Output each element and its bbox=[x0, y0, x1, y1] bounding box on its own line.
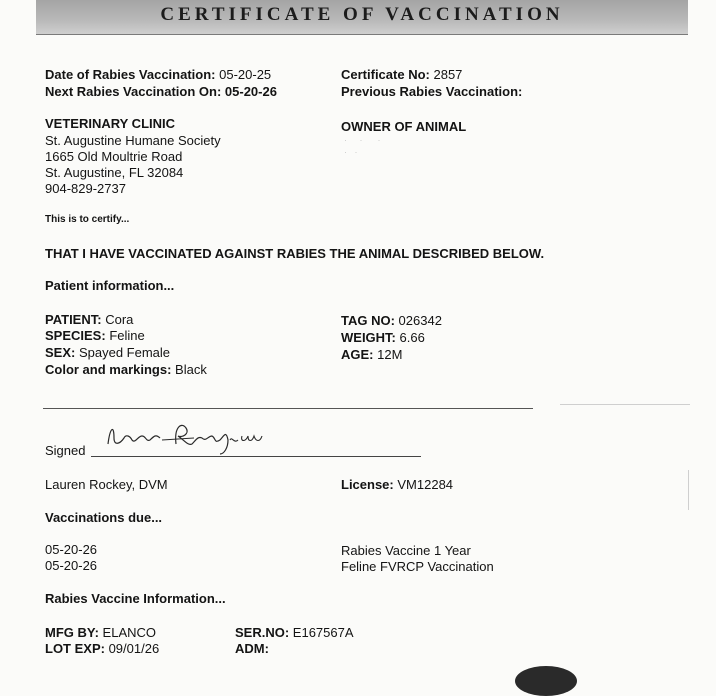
next-rabies-row bbox=[45, 84, 277, 99]
vet-name: Lauren Rockey, DVM bbox=[45, 477, 168, 492]
rabies-date-row bbox=[45, 67, 271, 82]
certificate-number-value: 2857 bbox=[433, 67, 463, 82]
vaccination-date: 05-20-26 bbox=[45, 558, 98, 573]
rabies-date-value: 05-20-25 bbox=[219, 67, 272, 82]
lot-exp-row bbox=[45, 641, 159, 656]
patient-name-row bbox=[45, 312, 133, 327]
scan-blot bbox=[515, 666, 577, 696]
certificate-number-row bbox=[341, 67, 462, 82]
serial-label: SER.NO: bbox=[235, 625, 290, 640]
lot-exp-value: 09/01/26 bbox=[108, 641, 160, 656]
vaccinations-section-label: Vaccinations due... bbox=[45, 510, 163, 525]
previous-rabies-label: Previous Rabies Vaccination: bbox=[341, 84, 523, 99]
clinic-name: St. Augustine Humane Society bbox=[45, 133, 221, 148]
clinic-heading: VETERINARY CLINIC bbox=[45, 116, 176, 131]
rabies-date-label: Date of Rabies Vaccination: bbox=[45, 67, 216, 82]
sex-value: Spayed Female bbox=[78, 345, 171, 360]
license-row bbox=[341, 477, 453, 492]
license-value: VM12284 bbox=[397, 477, 454, 492]
clinic-city: St. Augustine, FL 32084 bbox=[45, 165, 184, 180]
vaccine-info-section-label: Rabies Vaccine Information... bbox=[45, 591, 226, 606]
sex-label: SEX: bbox=[45, 345, 76, 360]
species-row bbox=[45, 328, 145, 343]
weight-row bbox=[341, 330, 425, 345]
color-row bbox=[45, 362, 207, 377]
weight-label: WEIGHT: bbox=[341, 330, 396, 345]
patient-name-value: Cora bbox=[105, 312, 134, 327]
owner-redacted-marks: · · · bbox=[344, 135, 381, 145]
patient-name-label: PATIENT: bbox=[45, 312, 102, 327]
scan-artifact bbox=[560, 404, 690, 405]
vaccination-date: 05-20-26 bbox=[45, 542, 98, 557]
clinic-phone: 904-829-2737 bbox=[45, 181, 126, 196]
color-value: Black bbox=[175, 362, 207, 377]
mfg-label: MFG BY: bbox=[45, 625, 99, 640]
next-rabies-label: Next Rabies Vaccination On: bbox=[45, 84, 222, 99]
tag-label: TAG NO: bbox=[341, 313, 395, 328]
species-value: Feline bbox=[109, 328, 145, 343]
mfg-row bbox=[45, 625, 156, 640]
next-rabies-value: 05-20-26 bbox=[224, 84, 277, 99]
owner-heading: OWNER OF ANIMAL bbox=[341, 119, 467, 134]
age-label: AGE: bbox=[341, 347, 374, 362]
certificate-header bbox=[36, 0, 688, 35]
svg-text:Lauren Rockey, DVM: Lauren Rockey, DVM bbox=[102, 457, 112, 458]
owner-redacted-marks-2: · · bbox=[344, 147, 358, 157]
age-value: 12M bbox=[377, 347, 403, 362]
certify-statement: THAT I HAVE VACCINATED AGAINST RABIES THE ANIMAL DESCRIBED BELOW. bbox=[45, 246, 545, 261]
certificate-title: CERTIFICATE OF VACCINATION bbox=[160, 4, 564, 25]
vaccination-name: Feline FVRCP Vaccination bbox=[341, 559, 494, 574]
certificate-number-label: Certificate No: bbox=[341, 67, 430, 82]
sex-row bbox=[45, 345, 170, 360]
age-row bbox=[341, 347, 402, 362]
signed-label: Signed bbox=[45, 443, 86, 458]
handwritten-signature bbox=[102, 414, 272, 458]
serial-row bbox=[235, 625, 354, 640]
scan-artifact bbox=[688, 470, 689, 510]
license-label: License: bbox=[341, 477, 394, 492]
mfg-value: ELANCO bbox=[102, 625, 157, 640]
species-label: SPECIES: bbox=[45, 328, 106, 343]
adm-label: ADM: bbox=[235, 641, 269, 656]
tag-row bbox=[341, 313, 442, 328]
clinic-street: 1665 Old Moultrie Road bbox=[45, 149, 183, 164]
lot-exp-label: LOT EXP: bbox=[45, 641, 105, 656]
certify-intro: This is to certify... bbox=[45, 214, 130, 225]
section-divider bbox=[43, 408, 533, 409]
vaccination-name: Rabies Vaccine 1 Year bbox=[341, 543, 471, 558]
color-label: Color and markings: bbox=[45, 362, 172, 377]
tag-value: 026342 bbox=[398, 313, 442, 328]
weight-value: 6.66 bbox=[399, 330, 425, 345]
patient-section-label: Patient information... bbox=[45, 278, 175, 293]
serial-value: E167567A bbox=[292, 625, 354, 640]
